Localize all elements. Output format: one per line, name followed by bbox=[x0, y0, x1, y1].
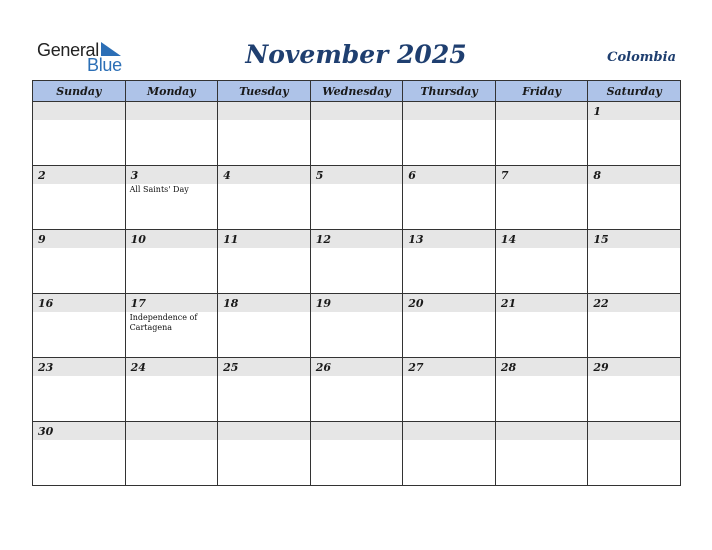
day-cell bbox=[33, 422, 126, 486]
logo-word-general: General bbox=[37, 40, 99, 60]
logo-triangle-icon bbox=[101, 42, 121, 56]
day-cell bbox=[125, 166, 218, 230]
day-cell bbox=[495, 166, 588, 230]
day-cell bbox=[125, 358, 218, 422]
day-cell bbox=[310, 422, 403, 486]
day-cell bbox=[33, 230, 126, 294]
day-number: 20 bbox=[408, 297, 424, 310]
day-cell bbox=[33, 358, 126, 422]
day-number: 3 bbox=[130, 169, 139, 182]
day-cell bbox=[310, 358, 403, 422]
day-cell bbox=[218, 166, 311, 230]
calendar-title: November 2025 bbox=[245, 40, 467, 69]
day-number-band bbox=[311, 422, 403, 440]
day-number-band bbox=[311, 166, 403, 184]
day-number-band bbox=[588, 102, 680, 120]
day-number: 17 bbox=[130, 297, 146, 310]
day-cell bbox=[403, 102, 496, 166]
day-cell bbox=[125, 422, 218, 486]
day-cell bbox=[403, 294, 496, 358]
country-label: Colombia bbox=[607, 50, 676, 65]
day-number: 6 bbox=[408, 169, 416, 182]
day-cell bbox=[403, 230, 496, 294]
day-number-band bbox=[311, 102, 403, 120]
day-cell bbox=[33, 166, 126, 230]
day-cell bbox=[403, 422, 496, 486]
day-cell bbox=[310, 102, 403, 166]
day-cell bbox=[403, 358, 496, 422]
day-number: 12 bbox=[315, 233, 331, 246]
day-number-band bbox=[218, 422, 310, 440]
day-number: 23 bbox=[38, 361, 54, 374]
day-cell bbox=[33, 102, 126, 166]
day-cell bbox=[218, 102, 311, 166]
day-cell bbox=[588, 230, 681, 294]
day-cell bbox=[588, 294, 681, 358]
day-cell bbox=[310, 294, 403, 358]
day-number: 13 bbox=[408, 233, 424, 246]
day-number-band bbox=[403, 102, 495, 120]
day-cell bbox=[310, 230, 403, 294]
day-cell bbox=[588, 102, 681, 166]
day-cell bbox=[33, 294, 126, 358]
day-number-band bbox=[33, 230, 125, 248]
day-number: 7 bbox=[500, 169, 509, 182]
day-number: 4 bbox=[223, 169, 231, 182]
day-number-band bbox=[126, 102, 218, 120]
day-number-band bbox=[403, 166, 495, 184]
generalblue-logo bbox=[37, 40, 127, 74]
week-row bbox=[33, 422, 681, 486]
day-number-band bbox=[126, 166, 218, 184]
day-cell bbox=[218, 230, 311, 294]
day-number: 5 bbox=[315, 169, 324, 182]
day-number: 1 bbox=[593, 105, 602, 118]
day-cell bbox=[403, 166, 496, 230]
day-cell bbox=[125, 230, 218, 294]
holiday-label: Independence of Cartagena bbox=[129, 313, 198, 332]
day-number: 24 bbox=[130, 361, 146, 374]
day-number: 22 bbox=[593, 297, 609, 310]
day-number-band bbox=[33, 166, 125, 184]
day-number-band bbox=[496, 102, 588, 120]
day-number: 15 bbox=[593, 233, 609, 246]
day-number: 11 bbox=[223, 233, 239, 246]
day-number: 14 bbox=[500, 233, 517, 246]
day-number: 16 bbox=[38, 297, 54, 310]
day-number: 21 bbox=[500, 297, 517, 310]
week-row bbox=[33, 166, 681, 230]
day-cell bbox=[495, 230, 588, 294]
week-row bbox=[33, 102, 681, 166]
day-number-band bbox=[496, 422, 588, 440]
day-number: 9 bbox=[38, 233, 46, 246]
day-cell bbox=[588, 358, 681, 422]
day-cell bbox=[495, 102, 588, 166]
day-number-band bbox=[588, 422, 680, 440]
day-cell bbox=[218, 422, 311, 486]
day-number: 27 bbox=[408, 361, 424, 374]
day-cell bbox=[125, 294, 218, 358]
day-number: 28 bbox=[500, 361, 517, 374]
day-cell bbox=[125, 102, 218, 166]
calendar-grid bbox=[32, 80, 681, 486]
day-number-band bbox=[218, 166, 310, 184]
day-cell bbox=[495, 294, 588, 358]
day-cell bbox=[588, 166, 681, 230]
day-cell bbox=[310, 166, 403, 230]
weekday-header: Wednesday bbox=[310, 81, 403, 102]
day-number: 10 bbox=[130, 233, 146, 246]
day-number: 2 bbox=[38, 169, 46, 182]
day-number: 25 bbox=[223, 361, 239, 374]
day-number-band bbox=[588, 166, 680, 184]
day-number-band bbox=[33, 102, 125, 120]
day-number: 26 bbox=[315, 361, 331, 374]
day-number-band bbox=[403, 422, 495, 440]
weekday-header: Saturday bbox=[588, 81, 681, 102]
day-number-band bbox=[126, 422, 218, 440]
day-cell bbox=[218, 294, 311, 358]
day-number: 19 bbox=[315, 297, 331, 310]
day-cell bbox=[495, 358, 588, 422]
holiday-label: All Saints' Day bbox=[129, 185, 189, 194]
day-number: 8 bbox=[593, 169, 602, 182]
day-number-band bbox=[218, 102, 310, 120]
week-row bbox=[33, 230, 681, 294]
day-cell bbox=[495, 422, 588, 486]
weekday-header: Thursday bbox=[403, 81, 496, 102]
week-row bbox=[33, 358, 681, 422]
week-row bbox=[33, 294, 681, 358]
weekday-header: Tuesday bbox=[218, 81, 311, 102]
day-number-band bbox=[496, 166, 588, 184]
logo-word-blue: Blue bbox=[87, 55, 122, 75]
day-number: 18 bbox=[223, 297, 239, 310]
day-number: 29 bbox=[593, 361, 609, 374]
day-cell bbox=[218, 358, 311, 422]
day-cell bbox=[588, 422, 681, 486]
weekday-header-row bbox=[33, 81, 681, 102]
weekday-header: Friday bbox=[495, 81, 588, 102]
weekday-header: Sunday bbox=[33, 81, 126, 102]
weekday-header: Monday bbox=[125, 81, 218, 102]
day-number: 30 bbox=[38, 425, 54, 438]
